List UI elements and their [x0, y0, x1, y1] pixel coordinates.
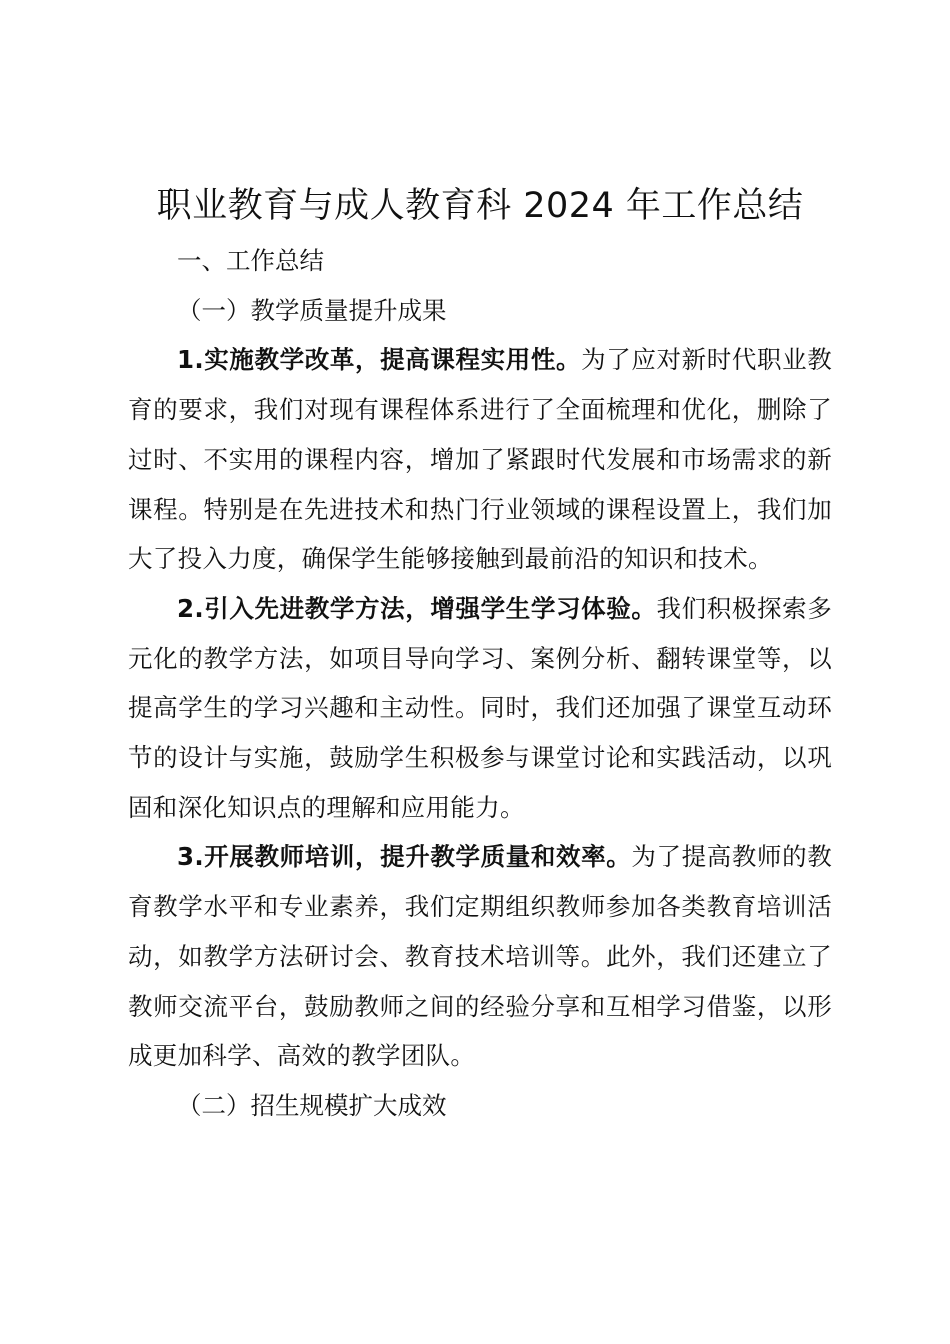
document-title: 职业教育与成人教育科 2024 年工作总结: [156, 186, 804, 226]
paragraph-2-lead: 2.引入先进教学方法，增强学生学习体验。: [177, 593, 657, 623]
subsection-heading-2: （二）招生规模扩大成效: [177, 1090, 447, 1120]
subsection-heading: （一）教学质量提升成果: [177, 295, 447, 325]
paragraph-2: [128, 584, 832, 833]
paragraph-3-body: 为了提高教师的教育教学水平和专业素养，我们定期组织教师参加各类教育培训活动，如教学方法研讨会、教育技术培训等。此外，我们还建立了教师交流平台，鼓励教师之间的经验分享和互相学习借鉴，以形成更加科学、高效的教学团队。: [128, 842, 832, 1071]
paragraph-1-lead: 1.实施教学改革，提高课程实用性。: [177, 345, 582, 375]
paragraph-3-lead: 3.开展教师培训，提升教学质量和效率。: [177, 842, 632, 872]
section-heading: 一、工作总结: [177, 246, 324, 275]
paragraph-3: [128, 832, 832, 1081]
paragraph-2-body: 我们积极探索多元化的教学方法，如项目导向学习、案例分析、翻转课堂等，以提高学生的学习兴趣和主动性。同时，我们还加强了课堂互动环节的设计与实施，鼓励学生积极参与课堂讨论和实践活动，以巩固和深化知识点的理解和应用能力。: [128, 593, 832, 822]
paragraph-1: [128, 335, 832, 584]
paragraph-1-body: 为了应对新时代职业教育的要求，我们对现有课程体系进行了全面梳理和优化，删除了过时、不实用的课程内容，增加了紧跟时代发展和市场需求的新课程。特别是在先进技术和热门行业领域的课程设置上，我们加大了投入力度，确保学生能够接触到最前沿的知识和技术。: [128, 345, 833, 574]
